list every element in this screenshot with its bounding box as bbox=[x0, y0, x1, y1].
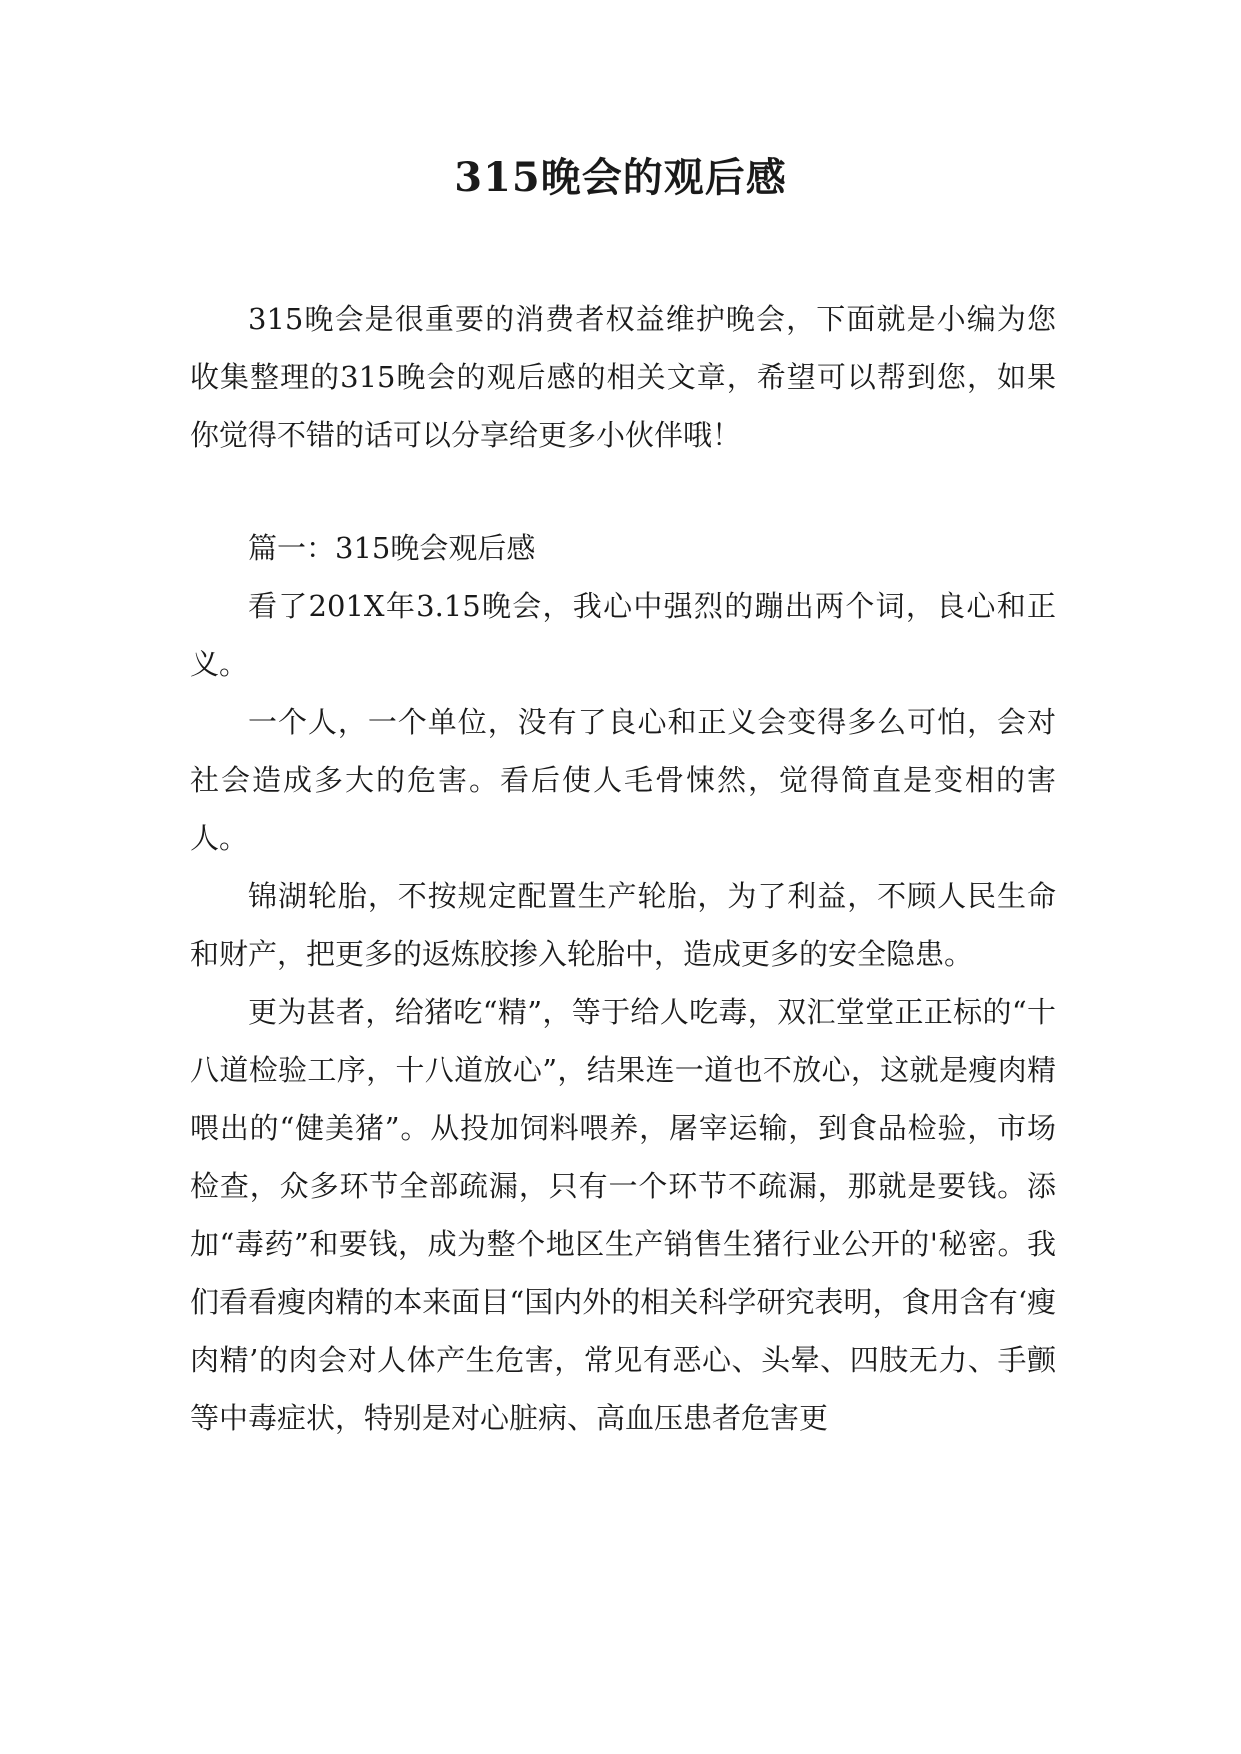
body-paragraph: 看了201X年3.15晚会，我心中强烈的蹦出两个词，良心和正义。 bbox=[190, 589, 1056, 681]
body-paragraph: 锦湖轮胎，不按规定配置生产轮胎，为了利益，不顾人民生命和财产，把更多的返炼胶掺入轮胎中，造成更多的安全隐患。 bbox=[190, 879, 1056, 971]
document-body bbox=[190, 290, 1056, 1447]
intro-paragraph: 315晚会是很重要的消费者权益维护晚会，下面就是小编为您收集整理的315晚会的观后感的相关文章，希望可以帮到您，如果你觉得不错的话可以分享给更多小伙伴哦！ bbox=[190, 302, 1056, 452]
body-paragraph: 更为甚者，给猪吃“精”，等于给人吃毒，双汇堂堂正正标的“十八道检验工序，十八道放心”，结果连一道也不放心，这就是瘦肉精喂出的“健美猪”。从投加饲料喂养，屠宰运输，到食品检验，市场检查，众多环节全部疏漏，只有一个环节不疏漏，那就是要钱。添加“毒药”和要钱，成为整个地区生产销售生猪行业公开的'秘密。我们看看瘦肉精的本来面目“国内外的相关科学研究表明，食用含有‘瘦肉精’的肉会对人体产生危害，常见有恶心、头晕、四肢无力、手颤等中毒症状，特别是对心脏病、高血压患者危害更 bbox=[190, 995, 1056, 1435]
section-heading: 篇一：315晚会观后感 bbox=[248, 531, 536, 565]
document-title: 315晚会的观后感 bbox=[454, 154, 787, 201]
body-paragraph: 一个人，一个单位，没有了良心和正义会变得多么可怕，会对社会造成多大的危害。看后使人毛骨悚然，觉得简直是变相的害人。 bbox=[190, 705, 1056, 855]
